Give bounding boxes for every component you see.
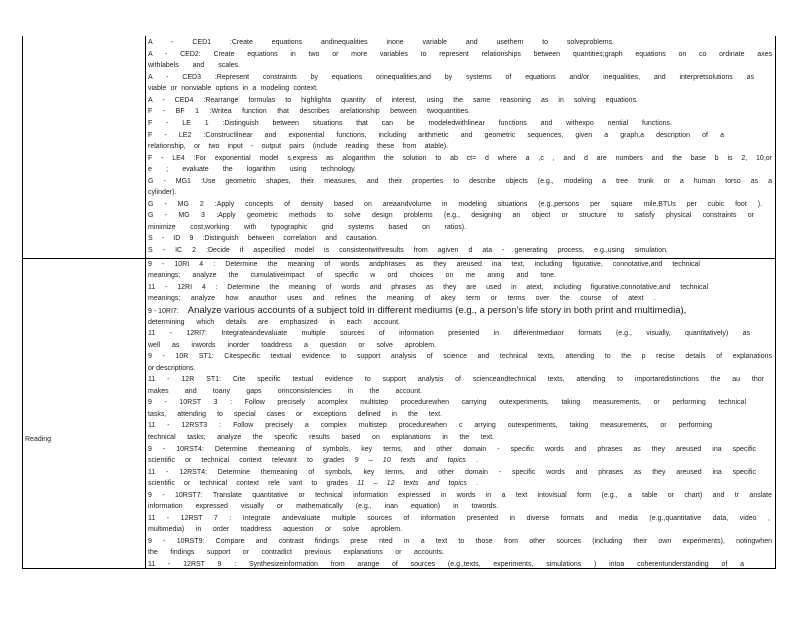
standard-line: A - CED3 :Represent constraints by equations orinequalities,and by systems of equations and/or inequalities, and interpretsolutions as xyxy=(148,73,754,81)
table-border-right xyxy=(775,36,776,569)
standard-line: 11 - 12RI 4 : Determine the meaning of words and phrases as they are used in atext, including figurative,connotative,and technical xyxy=(148,283,708,291)
standard-line: meanings; analyze how anauthor uses and refines the meaning of akey term or terms over the course of atext . xyxy=(148,295,656,303)
standard-text: . xyxy=(476,457,479,465)
standard-line: G - MG1 :Use geometric shapes, their measures, and their properties to describe objects (e.g., modeling a tree trunk or a human torso as a xyxy=(148,177,772,185)
standard-line: technical tasks; analyze the specific results based on explanations in the text. xyxy=(148,434,494,441)
standard-line: 9 - 10RST 3 : Follow precisely acomplex multistep procedurewhen carrying outexperiments, taking measurements, or performing technical xyxy=(148,399,746,407)
standard-text: . xyxy=(476,480,479,488)
standard-text-italic: 9 – 10 texts and topics xyxy=(354,457,466,465)
standard-line: 9 - 10RST9: Compare and contrast findings prese nted in a text to those from other sources (including their own experiments), notingwhen xyxy=(148,537,772,545)
standard-line: the findings support or contradict previous explanations or accounts. xyxy=(148,549,444,557)
standard-text-large: Analyze various accounts of a subject told in different mediums (e.g., a person's life story in both print and multimedia), xyxy=(187,304,687,316)
standard-line: 11 - 12RI7: Integrateandevaluate multiple sources of information presented in differentmediaor formats (e.g., visually, quantitatively) as xyxy=(148,330,750,338)
standard-line: 11 - 12RST4: Determine themeaning of symbols, key terms, and other domain - specific words and phrases as they areused ina specific xyxy=(148,468,756,476)
standard-line xyxy=(148,478,478,490)
standard-line: cylinder). xyxy=(148,189,177,197)
standard-line xyxy=(148,455,478,467)
standard-line: determining which details are emphasized in each account. xyxy=(148,318,400,326)
standard-line: meanings; analyze the cumulativeimpact of specific w ord choices on me aning and tone. xyxy=(148,272,556,280)
standard-line: A - CED2: Create equations in two or more variables to represent relationships between quantities;graph equations on co ordinate axes xyxy=(148,50,772,58)
standard-line: G - MG 3 :Apply geometric methods to solve design problems (e.g., designing an object or structure to satisfy physical constraints or xyxy=(148,212,754,220)
subject-label-reading: Reading xyxy=(25,436,52,444)
standard-line: relationship, or two input - output pairs (include reading these from atable). xyxy=(148,143,448,151)
reading-standards-cell xyxy=(148,259,772,571)
math-standards-cell xyxy=(148,37,772,256)
standard-line: or descriptions. xyxy=(148,364,196,372)
standard-line: 9 - 10RI 4 : Determine the meaning of words andphrases as they areused ina text, including figurative, connotative,and technical xyxy=(148,260,700,268)
standard-line: F - LE4 :For exponential model s,express as alogarithm the solution to ab ct= d where a ,c , and d are numbers and the base b is 2, 10,or xyxy=(148,154,772,162)
standard-text-italic: 11 – 12 texts and topics xyxy=(357,480,467,488)
standard-line: F - LE2 :Constructlinear and exponential functions, including arithmetic and geometric sequences, given a graph,a description of a xyxy=(148,131,724,139)
standard-line: 11 - 12RST 9 : Synthesizeinformation from arange of sources (e.g.,texts, experiments, simulations ) intoa coherentunderstanding of a xyxy=(148,561,744,569)
standard-line: A - CED1 :Create equations andinequalities inone variable and usethem to solveproblems. xyxy=(148,39,614,47)
standard-line: 9 - 10RST7: Translate quantitative or technical information expressed in words in a text intovisual form (e.g., a table or chart) and tr anslate xyxy=(148,491,772,499)
standard-line: 9 - 10R ST1: Citespecific textual evidence to support analysis of science and technical texts, attending to the p recise details of explanations xyxy=(148,353,772,361)
standard-line: 11 - 12RST 7 : Integrate andevaluate multiple sources of information presented in diverse formats and media (e.g.,quantitative data, video , xyxy=(148,514,770,522)
standard-line: 11 - 12R ST1: Cite specific textual evidence to support analysis of scienceandtechnical texts, attending to importantdistinctions the au thor xyxy=(148,376,764,384)
standard-line: viable or nonviable options in a modeling context. xyxy=(148,85,318,93)
standard-line: makes and toany gaps orinconsistencies in the account. xyxy=(148,387,422,395)
standard-line: minimize cost;working with typographic grid systems based on ratios). xyxy=(148,223,466,231)
standard-line: F - LE 1 :Distinguish between situations that can be modeledwithlinear functions and withexpo nential functions. xyxy=(148,120,672,128)
table-border-left xyxy=(22,36,23,569)
table-column-divider xyxy=(145,36,146,569)
standard-line: e ; evaluate the logarithm using technology. xyxy=(148,166,356,174)
standard-line: tasks, attending to special cases or exceptions defined in the text. xyxy=(148,410,442,418)
standard-line: G - MG 2 :Apply concepts of density based on areaandvolume in modeling situations (e.g.,persons per square mile,BTUs per cubic foot ). xyxy=(148,200,762,208)
standard-line: well as inwords inorder toaddress a question or solve aproblem. xyxy=(148,341,436,349)
standard-line: A - CED4 :Rearrange formulas to highlighta quantity of interest, using the same reasoning as in solving equations. xyxy=(148,96,638,104)
standard-line: withlabels and scales. xyxy=(148,62,240,70)
standard-text: scientific or technical context relevant to grades xyxy=(148,457,345,465)
standard-line: information expressed visually or mathematically (e.g., inan equation) in towords. xyxy=(148,503,498,511)
standard-text: scientific or technical context rele vant to grades xyxy=(148,480,348,488)
standard-line: 9 - 10RST4: Determine themeaning of symbols, key terms, and other domain - specific words and phrases as they areused ina specific xyxy=(148,445,756,453)
standard-line xyxy=(148,305,686,317)
standard-line: S - ID 9 :Distinguish between correlation and causation. xyxy=(148,235,378,243)
standard-line: S - IC 2 :Decide if aspecified model is consistentwithresults from agiven d ata - generating process, e.g.,using simulation. xyxy=(148,247,668,255)
standard-code: 9 - 10RI7: xyxy=(148,307,179,315)
standard-line: F - BF 1 :Writea function that describes arelationship between twoquantities. xyxy=(148,108,470,116)
standard-line: multimedia) in order toaddress aquestion or solve aproblem. xyxy=(148,526,402,534)
standard-line: 11 - 12RST3 : Follow precisely a complex multistep procedurewhen c arrying outexperiments, taking measurements, or performing xyxy=(148,422,712,430)
